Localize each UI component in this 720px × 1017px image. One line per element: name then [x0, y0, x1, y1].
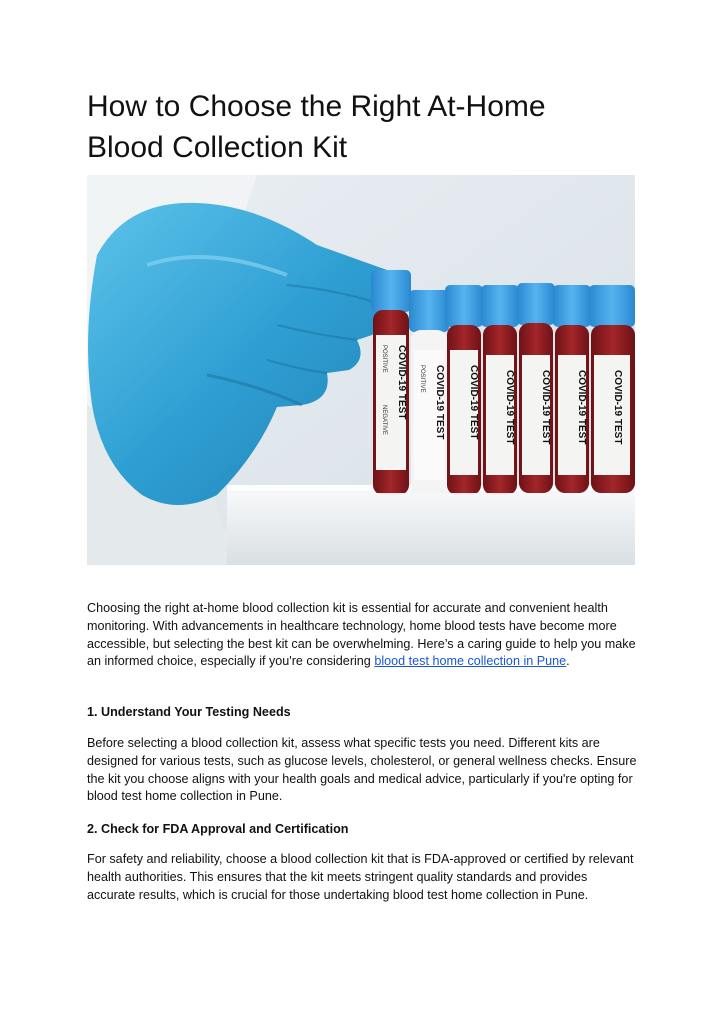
intro-paragraph [87, 600, 637, 671]
tube-label: COVID-19 TEST [504, 370, 515, 445]
section-1-heading: 1. Understand Your Testing Needs [87, 705, 291, 719]
tube-positive-label: POSITIVE [419, 365, 425, 393]
test-tube-5 [517, 283, 555, 493]
tube-label: COVID-19 TEST [396, 345, 407, 420]
tube-negative-label: NEGATIVE [381, 405, 387, 435]
tube-label: COVID-19 TEST [612, 370, 623, 445]
intro-text: Choosing the right at-home blood collection kit is essential for accurate and convenient health monitoring. With advancements in healthcare technology, home blood tests have become more accessible, but selecting the best kit can be overwhelming. Here’s a caring guide to help you make an informed choice, especially if you're considering [87, 601, 636, 669]
test-tube-3 [445, 285, 483, 495]
blood-test-home-collection-link[interactable]: blood test home collection in Pune [374, 654, 567, 669]
title-line-2: Blood Collection Kit [87, 131, 348, 164]
test-tube-6 [553, 285, 591, 493]
test-tube-4 [481, 285, 519, 495]
test-tube-1 [371, 270, 411, 495]
intro-after-link: . [566, 654, 570, 669]
tube-label: COVID-19 TEST [540, 370, 551, 445]
hero-image [87, 175, 635, 565]
article-title [87, 86, 647, 168]
tube-label: COVID-19 TEST [468, 365, 479, 440]
tube-label: COVID-19 TEST [434, 365, 445, 440]
title-line-1: How to Choose the Right At-Home [87, 90, 546, 123]
section-2-body: For safety and reliability, choose a blood collection kit that is FDA-approved or certified by relevant health authorities. This ensures that the kit meets stringent quality standards and provides accurate results, which is crucial for those undertaking blood test home collection in Pune. [87, 852, 634, 902]
blood-tubes-illustration [87, 175, 635, 565]
section-2-heading: 2. Check for FDA Approval and Certification [87, 822, 349, 836]
test-tube-7 [589, 285, 635, 493]
test-tube-2 [409, 290, 449, 500]
section-1-body: Before selecting a blood collection kit, assess what specific tests you need. Different kits are designed for various tests, such as glucose levels, cholesterol, or general wellness checks. Ensure the kit you choose aligns with your health goals and medical advice, particularly if you're opting for blood test home collection in Pune. [87, 736, 637, 804]
tube-positive-label: POSITIVE [381, 345, 387, 373]
tube-label: COVID-19 TEST [576, 370, 587, 445]
